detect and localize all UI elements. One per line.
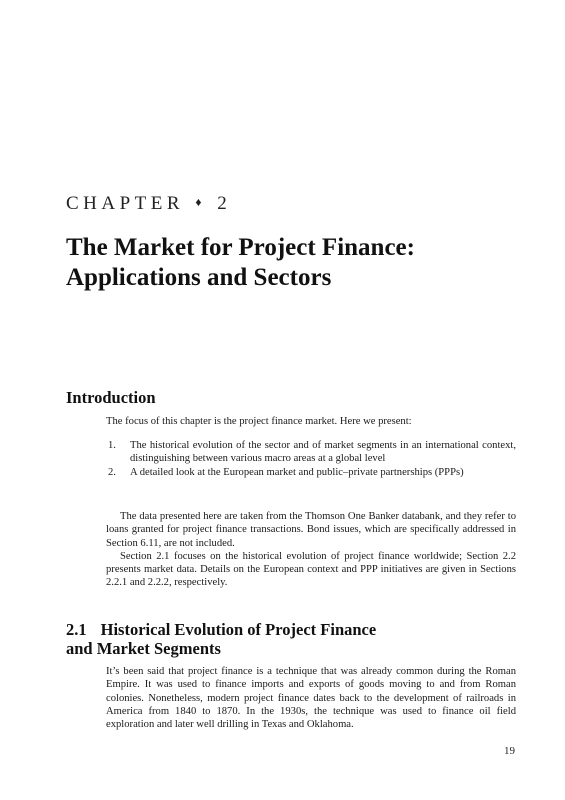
section-body [106, 665, 516, 731]
page-number: 19 [504, 745, 515, 757]
section-paragraph: It’s been said that project finance is a technique that was already common during the Roman Empire. It was used to finance imports and exports of goods moving to and from Roman colonies. Nonetheless, modern project finance dates back to the development of railroads in America from 1840 to 1870. In the 1930s, the technique was used to finance oil field exploration and later well drilling in Texas and Oklahoma. [106, 666, 516, 731]
introduction-heading: Introduction [66, 388, 156, 407]
chapter-word: CHAPTER [66, 193, 185, 214]
chapter-title [66, 233, 506, 293]
diamond-separator-icon: ♦ [195, 195, 206, 209]
section-title-part-1: Historical Evolution of Project Finance [100, 620, 377, 639]
list-item-number: 1. [108, 440, 116, 451]
section-number: 2.1 [66, 620, 87, 639]
section-heading-line-1 [66, 620, 486, 639]
list-item [106, 466, 516, 479]
section-title-part-2: and Market Segments [66, 639, 221, 658]
list-item-text: A detailed look at the European market and public–private partnerships (PPPs) [130, 466, 464, 478]
introduction-paragraph-1: The data presented here are taken from the Thomson One Banker databank, and they refer to loans granted for project finance transactions. Bond issues, which are specifically addressed in Section 6.11, are not included. [106, 511, 516, 549]
list-item-number: 2. [108, 466, 116, 478]
introduction-list [106, 439, 516, 479]
chapter-title-line-2: Applications and Sectors [66, 264, 332, 291]
introduction-paragraph-2: Section 2.1 focuses on the historical evolution of project finance worldwide; Section 2.2 presents market data. Details on the European context and PPP initiatives are given in Sections 2.2.1 and 2.2.2, respectively. [106, 550, 516, 589]
chapter-label [66, 193, 231, 215]
chapter-title-line-1: The Market for Project Finance: [66, 234, 415, 261]
list-item-text: The historical evolution of the sector and of market segments in an international context, distinguishing between various macro areas at a global level [130, 440, 516, 465]
introduction-body [106, 510, 516, 590]
chapter-number: 2 [217, 193, 232, 214]
introduction-lead: The focus of this chapter is the project finance market. Here we present: [106, 416, 412, 427]
section-heading [66, 620, 486, 658]
list-item [106, 439, 516, 466]
